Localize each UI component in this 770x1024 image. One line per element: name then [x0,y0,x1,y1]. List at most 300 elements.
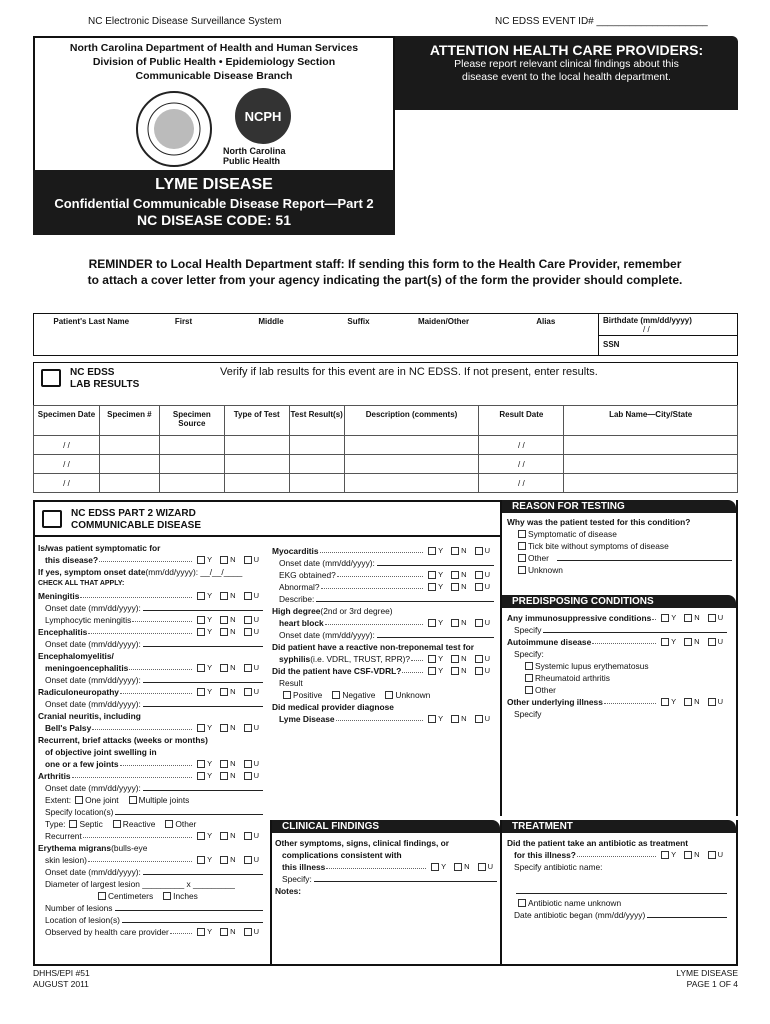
dot-leader [337,576,423,577]
table-row [34,474,738,493]
choice-label: N [230,555,236,564]
field-label: Specify antibiotic name: [514,862,603,872]
checkbox-u[interactable] [244,724,252,732]
checkbox-n[interactable] [220,688,228,696]
question-label: High degree [272,606,321,616]
checkbox-y[interactable] [197,832,205,840]
checkbox[interactable] [165,820,173,828]
report-title: Confidential Communicable Disease Report—Part 2 [54,196,374,211]
lab-cell[interactable] [224,455,289,474]
form-line [38,805,263,817]
choice-label: U [484,666,490,675]
checkbox-y[interactable] [197,856,205,864]
lab-cell[interactable]: / / [479,455,564,474]
clinical-findings-title: CLINICAL FINDINGS [272,820,500,833]
ynu-choice-group [193,855,263,865]
checkbox-u[interactable] [244,556,252,564]
checkbox-n[interactable] [684,698,692,706]
choice-label: U [253,831,259,840]
field-label: Extent: [45,795,72,805]
checkbox[interactable] [69,820,77,828]
question-label: Is/was patient symptomatic for [38,543,161,553]
lab-cell[interactable] [564,474,738,493]
checkbox-y[interactable] [428,715,436,723]
disease-banner [33,170,395,235]
event-id-field[interactable]: NC EDSS EVENT ID# ____________________ [495,16,708,27]
choice-label: Y [441,862,447,871]
checkbox-n[interactable] [220,760,228,768]
field-label: Onset date (mm/dd/yyyy): [45,867,141,877]
dot-leader [577,856,656,857]
checkbox-y[interactable] [197,592,205,600]
blank-input-line[interactable] [115,814,263,815]
field-label: Specify: [514,649,544,659]
choice-label: U [253,855,259,864]
form-line [38,925,263,937]
dot-leader [83,837,192,838]
question-label: Notes: [275,886,302,896]
choice-label: Y [438,546,444,555]
form-line [272,688,494,700]
checkbox-u[interactable] [708,638,716,646]
choice-label: U [484,546,490,555]
division-name: Division of Public Health • Epidemiology Section [92,56,336,68]
table-row [34,455,738,474]
question-label: syphilis [279,654,311,664]
lab-cell[interactable] [564,455,738,474]
choice-label: U [717,850,723,859]
checkbox-n[interactable] [220,628,228,636]
checkbox-label: Unknown [528,565,563,575]
checkbox-y[interactable] [428,655,436,663]
question-label: Encephalomyelitis/ [38,651,114,661]
blank-input-line[interactable] [143,682,263,683]
dot-leader [120,765,193,766]
checkbox-n[interactable] [451,583,459,591]
field-label: Onset date (mm/dd/yyyy): [279,558,375,568]
checkbox-u[interactable] [244,760,252,768]
checkbox-y[interactable] [428,571,436,579]
lab-cell[interactable] [159,436,224,455]
blank-input-line[interactable] [143,874,263,875]
wizard-title-2: COMMUNICABLE DISEASE [71,520,202,531]
choice-label: Y [207,927,213,936]
blank-input-line[interactable] [143,610,263,611]
alias-field[interactable]: Alias [536,317,556,326]
choice-label: U [484,654,490,663]
blank-input-line[interactable] [143,646,263,647]
checkbox-u[interactable] [475,619,483,627]
choice-label: Y [438,666,444,675]
dot-leader [321,588,424,589]
checkbox-label: Other [528,553,549,563]
dot-leader [336,720,424,721]
lab-cell[interactable] [289,436,344,455]
checkbox-u[interactable] [244,664,252,672]
checkbox-y[interactable] [661,851,669,859]
checkbox-u[interactable] [475,571,483,579]
lab-cell[interactable]: / / [479,474,564,493]
checkbox[interactable] [163,892,171,900]
form-line [275,848,497,860]
branch-name: Communicable Disease Branch [135,70,293,82]
checkbox-n[interactable] [220,928,228,936]
question-label: meningoencephalitis [45,663,129,673]
checkbox-u[interactable] [708,614,716,622]
form-line [507,515,732,527]
checkbox-n[interactable] [451,715,459,723]
blank-input-line[interactable] [377,565,494,566]
field-label: Specify: [282,874,312,884]
choice-label: Y [207,831,213,840]
dot-leader [88,633,192,634]
checkbox-u[interactable] [708,851,716,859]
lab-cell[interactable] [99,436,159,455]
checkbox[interactable] [518,899,526,907]
field-label: (bulls-eye [111,843,148,853]
choice-label: U [253,759,259,768]
footer-disease: LYME DISEASE [676,968,738,978]
dot-leader [92,729,192,730]
checkbox-n[interactable] [451,655,459,663]
question-label: Erythema migrans [38,843,112,853]
form-line [272,652,494,664]
blank-input-line[interactable] [647,917,727,918]
choice-label: U [484,618,490,627]
checkbox-u[interactable] [244,856,252,864]
ynu-choice-group [193,687,263,697]
checkbox-n[interactable] [220,832,228,840]
checkbox-y[interactable] [197,688,205,696]
checkbox[interactable] [525,662,533,670]
blank-input-line[interactable] [377,637,494,638]
checkbox[interactable] [518,530,526,538]
lab-cell[interactable] [159,455,224,474]
checkbox[interactable] [113,820,121,828]
predisposing-section [500,595,738,816]
ynu-choice-group [657,637,727,647]
choice-label: N [230,927,236,936]
checkbox-label: Symptomatic of disease [528,529,617,539]
dot-leader [604,703,656,704]
checkbox-n[interactable] [451,571,459,579]
checkbox[interactable] [129,796,137,804]
checkbox-u[interactable] [475,547,483,555]
checkbox-n[interactable] [684,614,692,622]
form-line [38,577,263,589]
checkbox-n[interactable] [220,616,228,624]
choice-label: Y [438,618,444,627]
form-line [38,853,263,865]
checkbox-y[interactable] [428,547,436,555]
first-name-field[interactable]: First [174,317,193,326]
field-label: Recurrent [45,831,82,841]
checkbox-y[interactable] [197,760,205,768]
ynu-choice-group [424,666,494,676]
checkbox-label: Rheumatoid arthritis [535,673,610,683]
form-line [38,661,263,673]
checkbox-u[interactable] [475,667,483,675]
form-line [38,649,263,661]
checkbox[interactable] [518,554,526,562]
checkbox-y[interactable] [197,664,205,672]
question-label: Why was the patient tested for this condition? [507,517,691,527]
choice-label: Y [671,850,677,859]
checkbox-u[interactable] [475,583,483,591]
field-label: Result [279,678,303,688]
dot-leader [652,619,656,620]
checkbox-n[interactable] [454,863,462,871]
disease-code: NC DISEASE CODE: 51 [136,212,292,228]
checkbox-u[interactable] [478,863,486,871]
lab-cell[interactable] [99,455,159,474]
checkbox-u[interactable] [475,655,483,663]
question-label: Lyme Disease [279,714,335,724]
form-line [507,896,727,908]
system-name: NC Electronic Disease Surveillance System [88,16,282,27]
lab-cell[interactable]: / / [479,436,564,455]
form-line [272,628,494,640]
ynu-choice-group [193,555,263,565]
checkbox-y[interactable] [197,628,205,636]
field-label: skin lesion) [45,855,87,865]
monitor-icon [42,510,62,528]
lab-cell[interactable] [289,455,344,474]
checkbox[interactable] [518,542,526,550]
checkbox-y[interactable] [661,614,669,622]
choice-label: U [253,687,259,696]
checkbox-n[interactable] [220,664,228,672]
lab-cell[interactable] [99,474,159,493]
field-label: Date antibiotic began (mm/dd/yyyy) [514,910,646,920]
blank-input-line[interactable] [143,706,263,707]
checkbox-u[interactable] [244,628,252,636]
checkbox-y[interactable] [197,928,205,936]
ynu-choice-group [657,850,727,860]
blank-input-line[interactable] [557,560,732,561]
checkbox-u[interactable] [244,688,252,696]
question-label: Meningitis [38,591,80,601]
checkbox-n[interactable] [451,667,459,675]
maiden-name-field[interactable]: Maiden/Other [417,317,470,326]
choice-label: N [461,714,467,723]
choice-label: N [461,582,467,591]
checkbox-n[interactable] [451,547,459,555]
header-agency [33,36,395,170]
field-label: Location of lesion(s) [45,915,120,925]
form-line [38,781,263,793]
checkbox-u[interactable] [475,715,483,723]
form-line [38,865,263,877]
checkbox-n[interactable] [684,638,692,646]
question-label: Myocarditis [272,546,319,556]
ynu-choice-group [424,618,494,628]
checkbox-u[interactable] [244,616,252,624]
form-line [507,884,727,896]
blank-input-line[interactable] [143,790,263,791]
checkbox-u[interactable] [244,832,252,840]
dot-leader [326,868,426,869]
checkbox-y[interactable] [197,724,205,732]
dot-leader [325,624,423,625]
dot-leader [402,672,423,673]
svg-text:NCPH: NCPH [244,109,282,124]
lab-cell[interactable] [289,474,344,493]
checkbox-y[interactable] [661,698,669,706]
checkbox-n[interactable] [220,592,228,600]
checkbox-y[interactable] [428,583,436,591]
checkbox-u[interactable] [244,592,252,600]
choice-label: N [694,637,700,646]
lab-cell[interactable]: / / [34,455,100,474]
checkbox-y[interactable] [197,556,205,564]
checkbox-label: Other [535,685,556,695]
lab-cell[interactable] [344,455,479,474]
last-name-field[interactable]: Patient's Last Name [53,317,130,326]
checkbox-n[interactable] [220,772,228,780]
checkbox[interactable] [332,691,340,699]
form-line [38,613,263,625]
form-line [38,841,263,853]
ssn-field[interactable]: SSN [603,340,620,349]
form-line [38,721,263,733]
footer-left [33,968,90,990]
attention-body-2: disease event to the local health department. [462,71,671,83]
checkbox-label: Systemic lupus erythematosus [535,661,649,671]
attention-banner [395,36,738,110]
choice-label: N [230,759,236,768]
form-line [507,611,727,623]
choice-label: U [717,697,723,706]
blank-input-line[interactable] [314,881,497,882]
choice-label: Y [671,613,677,622]
form-line [38,889,263,901]
form-line [507,707,727,719]
form-line [275,860,497,872]
checkbox[interactable] [385,691,393,699]
checkbox-y[interactable] [661,638,669,646]
reminder-line-2: to attach a cover letter from your agency indicating the part(s) of the form the provider should complete. [87,273,683,287]
lab-cell[interactable] [159,474,224,493]
lab-cell[interactable] [224,436,289,455]
birthdate-field[interactable] [599,314,737,336]
choice-label: Y [207,771,213,780]
form-line [507,671,727,683]
state-seal-icon [135,90,213,168]
ynu-choice-group [424,570,494,580]
blank-input-line[interactable] [115,910,264,911]
checkbox[interactable] [98,892,106,900]
field-label: Abnormal? [279,582,320,592]
dot-leader [320,552,424,553]
choice-label: Y [438,714,444,723]
choice-label: U [253,615,259,624]
checkbox-label: Septic [79,819,103,829]
logo-line-1: North Carolina [223,146,286,156]
choice-label: N [694,697,700,706]
choice-label: N [230,615,236,624]
checkbox[interactable] [518,566,526,574]
checkbox-y[interactable] [197,616,205,624]
checkbox-u[interactable] [244,928,252,936]
checkbox-n[interactable] [684,851,692,859]
field-label: Specify [514,709,542,719]
lab-cell[interactable] [224,474,289,493]
treatment-section [500,820,738,966]
checkbox-n[interactable] [220,856,228,864]
checkbox-u[interactable] [708,698,716,706]
checkbox[interactable] [525,674,533,682]
ynu-choice-group [193,723,263,733]
form-line [272,604,494,616]
lab-cell[interactable]: / / [34,436,100,455]
choice-label: U [484,570,490,579]
choice-label: Y [207,759,213,768]
checkbox-label: Unknown [395,690,431,700]
birth-ssn-cell [599,314,738,356]
checkbox[interactable] [525,686,533,694]
ynu-choice-group [193,663,263,673]
checkbox-label: Multiple joints [138,795,190,805]
form-line [507,635,727,647]
lab-cell[interactable] [564,436,738,455]
checkbox-y[interactable] [197,772,205,780]
checkbox-label: Other [175,819,197,829]
lab-cell[interactable]: / / [34,474,100,493]
checkbox-y[interactable] [428,619,436,627]
field-label: Onset date (mm/dd/yyyy): [45,675,141,685]
lab-cell[interactable] [344,474,479,493]
blank-input-line[interactable] [316,601,494,602]
checkbox-u[interactable] [244,772,252,780]
blank-input-line[interactable] [543,632,727,633]
choice-label: N [230,831,236,840]
reminder [50,256,720,288]
dot-leader [72,777,193,778]
choice-label: Y [438,582,444,591]
attention-body-1: Please report relevant clinical findings about this [454,58,679,70]
checkbox-label: Negative [342,690,376,700]
checkbox-n[interactable] [220,724,228,732]
checkbox-label: Centimeters [108,891,154,901]
choice-label: U [487,862,493,871]
reminder-line-1: REMINDER to Local Health Department staff: If sending this form to the Health Care Provider, remember [88,257,682,271]
checkbox-y[interactable] [428,667,436,675]
checkbox[interactable] [75,796,83,804]
suffix-field[interactable]: Suffix [347,317,370,326]
choice-label: N [694,613,700,622]
blank-input-line[interactable] [516,893,727,894]
lab-cell[interactable] [344,436,479,455]
form-line [38,637,263,649]
blank-input-line[interactable] [122,922,263,923]
checkbox-n[interactable] [451,619,459,627]
field-label: Onset date (mm/dd/yyyy): [279,630,375,640]
middle-name-field[interactable]: Middle [258,317,284,326]
dot-leader [170,933,192,934]
ncph-logo-name [223,146,286,166]
form-line [272,700,494,712]
choice-label: N [464,862,470,871]
choice-label: N [461,546,467,555]
field-label: Specify location(s) [45,807,114,817]
patient-table [33,313,738,356]
checkbox[interactable] [283,691,291,699]
checkbox-y[interactable] [431,863,439,871]
lab-col-header: Specimen Date [34,406,100,436]
checkbox-n[interactable] [220,556,228,564]
field-label: Type: [45,819,66,829]
